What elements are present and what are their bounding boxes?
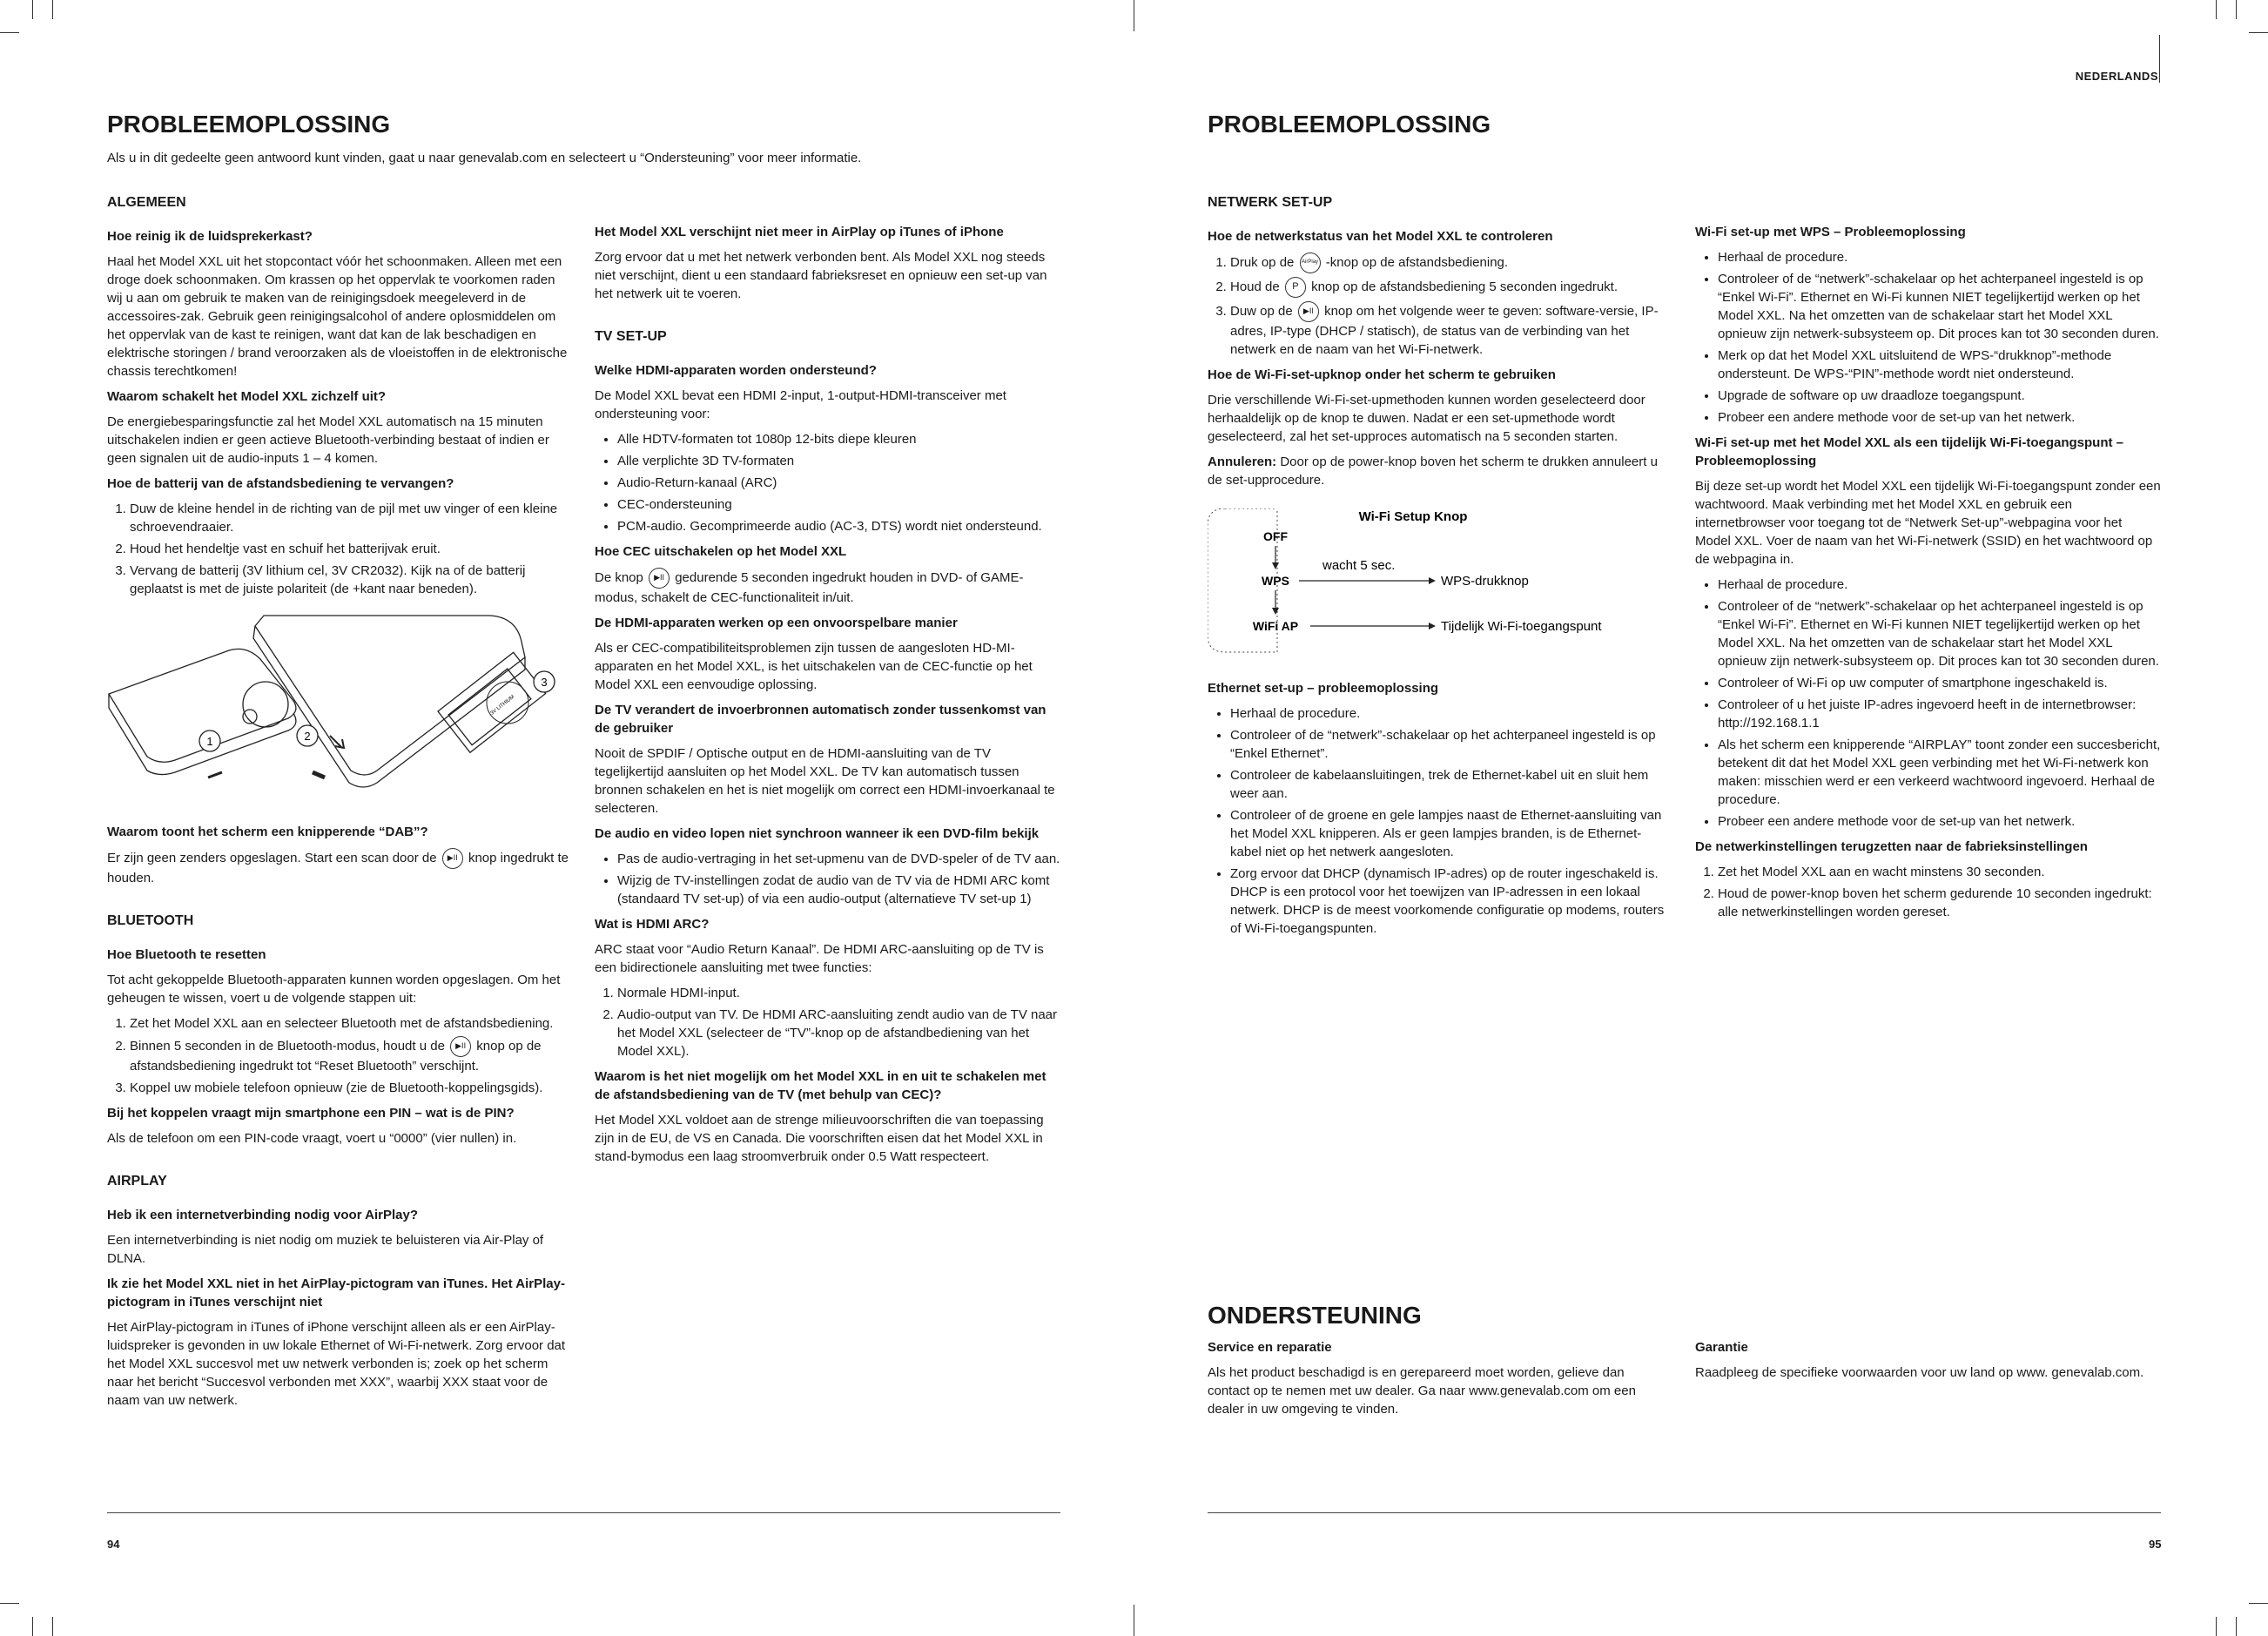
list-item: • Merk op dat het Model XXL uitsluitend de WPS-“drukknop”-methode ondersteunt. De WPS-“PIN”-methode wordt niet ondersteund. [1718, 347, 2161, 383]
list-item: • Controleer of de “netwerk”-schakelaar op het achterpaneel ingesteld is op “Enkel Wi-Fi”. Ethernet en Wi-Fi kunnen NIET tegelijkertijd werken op het Model XXL. Na het omzetten van de schakelaar start het Model XXL opnieuw zijn netwerk-subsysteem op. Dit proces kan tot 30 seconden duren. [1718, 597, 2161, 670]
answer: Raadpleeg de specifieke voorwaarden voor uw land op www. genevalab.com. [1695, 1365, 2144, 1380]
list-item: 3. Koppel uw mobiele telefoon opnieuw (zie de Bluetooth-koppelingsgids). [130, 1079, 569, 1097]
question: Wi-Fi set-up met het Model XXL als een tijdelijk Wi-Fi-toegangspunt – Probleemoplossing [1695, 435, 2123, 468]
question: Waarom schakelt het Model XXL zichzelf uit? [107, 389, 387, 404]
answer-text: De knop [595, 569, 643, 585]
list-item: 1. Duw de kleine hendel in de richting van de pijl met uw vinger of een kleine schroevendraaier. [130, 500, 569, 536]
answer: Drie verschillende Wi-Fi-set-upmethoden kunnen worden geselecteerd door herhaaldelijk op de knop te duwen. Nadat er een set-upmethode wordt geselecteerd, zal het set-upproces automatisch na 5 seconden starten. [1208, 393, 1645, 444]
column-4 [1695, 223, 2161, 928]
ap-result: Tijdelijk Wi-Fi-toegangspunt [1441, 619, 1602, 634]
question: Wi-Fi set-up met WPS – Probleemoplossing [1695, 225, 1966, 239]
column-3 [1208, 193, 1669, 945]
list-item: • Zorg ervoor dat DHCP (dynamisch IP-adres) op de router ingeschakeld is. DHCP is een protocol voor het toewijzen van IP-adressen in een lokaal netwerk. DHCP is de meest voorkomende configuratie op modems, routers of Wi-Fi-toegangspunten. [1230, 865, 1669, 938]
list-item: 1. Zet het Model XXL aan en wacht minstens 30 seconden. [1718, 863, 2161, 881]
arc-list [595, 984, 1060, 1060]
list-item: • Controleer of de “netwerk”-schakelaar op het achterpaneel ingesteld is op “Enkel Wi-Fi”. Ethernet en Wi-Fi kunnen NIET tegelijkertijd werken op het Model XXL. Na het omzetten van de schakelaar start het Model XXL opnieuw zijn netwerk-subsysteem op. Dit proces kan tot 30 seconden duren. [1718, 270, 2161, 343]
answer: De energiebesparingsfunctie zal het Model XXL automatisch na 15 minuten uitschakelen indien er geen actieve Bluetooth-verbinding bestaat of indien er geen signalen uit de audio-inputs 1 – 4 komen. [107, 414, 549, 466]
callout-3-label: 3 [541, 676, 548, 689]
list-item: • Audio-Return-kanaal (ARC) [617, 474, 1060, 492]
section-heading-bluetooth: BLUETOOTH [107, 913, 194, 928]
answer: Het Model XXL voldoet aan de strenge milieuvoorschriften die van toepassing zijn in de EU, de VS en Canada. Die voorschriften eisen dat het Model XXL in stand-bymodus een laag stroomverbruik onder 0.5 Watt respecteert. [595, 1113, 1044, 1164]
support-service [1208, 1338, 1669, 1425]
remote-battery-illustration [107, 607, 569, 816]
question: Hoe reinig ik de luidsprekerkast? [107, 229, 313, 244]
answer: Haal het Model XXL uit het stopcontact vóór het schoonmaken. Alleen met een droge doek schoonmaken. Om krassen op het oppervlak te voorkomen raden wij u aan om gebruik te maken van de reinigingsdoek meegeleverd in de accessoires-zak. Gebruik geen reinigingsalcohol of andere oplosmiddelen om het oppervlak van de kast te reinigen, want dat kan de lak beschadigen en elektrische storingen / brand veroorzaken als de vloeistoffen in de elektronische chassis terechtkomen! [107, 254, 568, 379]
crop-mark [2236, 0, 2237, 19]
list-item: • Herhaal de procedure. [1718, 248, 2161, 266]
wifi-setup-diagram [1208, 508, 1669, 656]
list-item: 1. Zet het Model XXL aan en selecteer Bluetooth met de afstandsbediening. [130, 1014, 569, 1033]
crop-mark [2216, 1617, 2217, 1636]
question: Waarom toont het scherm een knipperende “DAB”? [107, 825, 428, 839]
ap-list [1695, 576, 2161, 831]
crop-mark [32, 1617, 33, 1636]
wait-label: wacht 5 sec. [1322, 558, 1396, 573]
answer-text: knop ingedrukt te houden. [107, 850, 569, 885]
answer: Bij deze set-up wordt het Model XXL een tijdelijk Wi-Fi-toegangspunt zonder een wachtwoord. Maak verbinding met het Model XXL en gebruik een internetbrowser voor toegang tot de “Netwerk Set-up”-webpagina voor het Model XXL. Voer de naam van het Wi-Fi-netwerk (SSID) en het wachtwoord op de webpagina in. [1695, 479, 2161, 567]
remote-drawing [107, 607, 569, 816]
crop-mark [0, 1603, 19, 1604]
question: Bij het koppelen vraagt mijn smartphone een PIN – wat is de PIN? [107, 1106, 515, 1121]
crop-mark [2159, 35, 2160, 83]
answer [1208, 453, 1669, 489]
support-title: ONDERSTEUNING [1208, 1302, 1422, 1329]
callout-2-label: 2 [304, 730, 311, 743]
arrow-down-icon [1272, 608, 1279, 615]
answer-text: gedurende 5 seconden ingedrukt houden in DVD- of GAME-modus, schakelt de CEC-functionaliteit in/uit. [595, 569, 1024, 605]
list-item: • Wijzig de TV-instellingen zodat de audio van de TV via de HDMI ARC komt (standaard TV set-up) of via een audio-output (alternatieve TV set-up 1) [617, 872, 1060, 908]
state-wps: WPS [1262, 574, 1289, 588]
list-item [130, 1036, 569, 1075]
section-heading-algemeen: ALGEMEEN [107, 195, 186, 210]
answer-text: Er zijn geen zenders opgeslagen. Start een scan door de [107, 850, 437, 865]
answer: Een internetverbinding is niet nodig om muziek te beluisteren via Air-Play of DLNA. [107, 1233, 544, 1266]
list-item: • Probeer een andere methode voor de set-up van het netwerk. [1718, 408, 2161, 427]
list-item-text: Binnen 5 seconden in de Bluetooth-modus, houdt u de [130, 1038, 445, 1054]
question: Waarom is het niet mogelijk om het Model XXL in en uit te schakelen met de afstandsbediening van de TV (met behulp van CEC)? [595, 1069, 1047, 1102]
answer: Als de telefoon om een PIN-code vraagt, voert u “0000” (vier nullen) in. [107, 1131, 517, 1146]
list-item: 2. Audio-output van TV. De HDMI ARC-aansluiting zendt audio van de TV naar het Model XXL (selecteer de “TV”-knop op de afstandbediening van het Model XXL). [617, 1006, 1060, 1060]
list-item: • Alle HDTV-formaten tot 1080p 12-bits diepe kleuren [617, 430, 1060, 448]
list-item: • Pas de audio-vertraging in het set-upmenu van de DVD-speler of de TV aan. [617, 850, 1060, 868]
question: Hoe de netwerkstatus van het Model XXL te controleren [1208, 229, 1553, 244]
callout-1-label: 1 [206, 735, 213, 748]
airplay-icon: AirPlay [1300, 252, 1321, 273]
question: Hoe de batterij van de afstandsbediening te vervangen? [107, 476, 454, 491]
play-pause-icon: ▶II [450, 1036, 471, 1057]
question: Ethernet set-up – probleemoplossing [1208, 681, 1439, 696]
bluetooth-steps [107, 1014, 569, 1097]
list-item: • Als het scherm een knipperende “AIRPLAY” toont zonder een succesbericht, betekent dit dat het Model XXL geen verbinding met het Wi-Fi-netwerk kon maken: misschien werd er een verkeerd wachtwoord ingevoerd. Herhaal de procedure. [1718, 736, 2161, 809]
answer: Tot acht gekoppelde Bluetooth-apparaten kunnen worden opgeslagen. Om het geheugen te wissen, voert u de volgende stappen uit: [107, 973, 561, 1006]
page-title: PROBLEEMOPLOSSING [1208, 111, 1491, 138]
question: Wat is HDMI ARC? [595, 917, 710, 932]
arrow-right-icon [1429, 623, 1436, 629]
answer: Als het product beschadigd is en gerepareerd moet worden, gelieve dan contact op te nemen met uw dealer. Ga naar www.genevalab.com om een dealer in uw omgeving te vinden. [1208, 1365, 1636, 1417]
battery-steps [107, 500, 569, 598]
language-label: NEDERLANDS [2075, 70, 2158, 83]
list-item: • Herhaal de procedure. [1718, 576, 2161, 594]
answer: ARC staat voor “Audio Return Kanaal”. De HDMI ARC-aansluiting op de TV is een bidirectionele aansluiting met twee functies: [595, 942, 1044, 975]
answer: Zorg ervoor dat u met het netwerk verbonden bent. Als Model XXL nog steeds niet verschijnt, dient u een standaard fabrieksreset en opnieuw een set-up van het netwerk uit te voeren. [595, 250, 1047, 301]
crop-mark [2249, 1603, 2268, 1604]
hdmi-list [595, 430, 1060, 535]
list-item: • Herhaal de procedure. [1230, 704, 1669, 723]
crop-mark [32, 0, 33, 19]
answer: Nooit de SPDIF / Optische output en de HDMI-aansluiting van de TV tegelijkertijd aansluiten op het Model XXL. De TV kan automatisch tussen bronnen schakelen en het is niet mogelijk om correct een HDMI-invoerkanaal te selecteren. [595, 746, 1055, 816]
question: Garantie [1695, 1340, 1748, 1355]
list-item: • PCM-audio. Gecomprimeerde audio (AC-3, DTS) wordt niet ondersteund. [617, 517, 1060, 535]
question: De TV verandert de invoerbronnen automatisch zonder tussenkomst van de gebruiker [595, 703, 1047, 736]
section-heading-airplay: AIRPLAY [107, 1174, 167, 1188]
page-number: 95 [2149, 1538, 2162, 1551]
question: De netwerkinstellingen terugzetten naar de fabrieksinstellingen [1695, 839, 2088, 854]
intro-text: Als u in dit gedeelte geen antwoord kunt vinden, gaat u naar genevalab.com en selecteert u “Ondersteuning” voor meer informatie. [107, 151, 862, 165]
list-item: • Upgrade de software op uw draadloze toegangspunt. [1718, 387, 2161, 405]
list-item-text: Duw op de [1230, 303, 1293, 319]
question: Hoe CEC uitschakelen op het Model XXL [595, 544, 847, 559]
p-button-icon: P [1285, 277, 1306, 298]
play-pause-icon: ▶II [442, 848, 463, 869]
wps-list [1695, 248, 2161, 427]
list-item: • Controleer of de groene en gele lampjes naast de Ethernet-aansluiting van het Model XXL knipperen. Als er geen lampjes branden, is de Ethernet-kabel niet op het netwerk aangesloten. [1230, 806, 1669, 861]
list-item [1230, 252, 1669, 273]
list-item: • Probeer een andere methode voor de set-up van het netwerk. [1718, 812, 2161, 831]
footer-rule [1208, 1512, 2161, 1513]
support-warranty [1695, 1338, 2161, 1389]
arrow-right-icon [1429, 577, 1436, 584]
answer: Het AirPlay-pictogram in iTunes of iPhone verschijnt alleen als er een AirPlay-luidspreker is gevonden in uw lokale Ethernet of Wi-Fi-netwerk. Zorg ervoor dat het Model XXL succesvol met uw netwerk verbonden is; zoek op het scherm naar het bericht “Succesvol verbonden met XXX”, waarbij XXX staat voor de naam van uw netwerk. [107, 1320, 566, 1408]
question: Hoe Bluetooth te resetten [107, 947, 266, 962]
question: Heb ik een internetverbinding nodig voor AirPlay? [107, 1208, 418, 1222]
question: Het Model XXL verschijnt niet meer in AirPlay op iTunes of iPhone [595, 225, 1004, 239]
wps-result: WPS-drukknop [1441, 574, 1529, 589]
play-pause-icon: ▶II [1298, 301, 1319, 322]
list-item: • CEC-ondersteuning [617, 495, 1060, 514]
diagram-title: Wi-Fi Setup Knop [1358, 509, 1468, 524]
list-item: 2. Houd het hendeltje vast en schuif het batterijvak eruit. [130, 540, 569, 558]
ethernet-list [1208, 704, 1669, 938]
answer [107, 848, 569, 887]
list-item: • Controleer de kabelaansluitingen, trek de Ethernet-kabel uit en sluit hem weer aan. [1230, 766, 1669, 803]
arrow-down-icon [1272, 562, 1279, 569]
crop-mark [2249, 32, 2268, 33]
list-item-text: knop op de afstandsbediening ingedrukt tot “Reset Bluetooth” verschijnt. [130, 1038, 542, 1074]
list-item-text: Druk op de [1230, 254, 1295, 270]
question: Service en reparatie [1208, 1340, 1332, 1355]
list-item: 1. Normale HDMI-input. [617, 984, 1060, 1002]
answer: De Model XXL bevat een HDMI 2-input, 1-output-HDMI-transceiver met ondersteuning voor: [595, 388, 1006, 421]
answer-text: Door op de power-knop boven het scherm te drukken annuleert u de set-upprocedure. [1208, 454, 1658, 488]
list-item: 3. Vervang de batterij (3V lithium cel, 3V CR2032). Kijk na of de batterij geplaatst is met de juiste polariteit (de +kant naar beneden). [130, 562, 569, 598]
crop-mark [52, 1617, 53, 1636]
network-status-steps [1208, 252, 1669, 359]
arrow-icon [313, 772, 325, 778]
list-item: • Controleer of de “netwerk”-schakelaar op het achterpaneel ingesteld is op “Enkel Ethernet”. [1230, 726, 1669, 763]
cancel-label: Annuleren: [1208, 454, 1277, 469]
section-heading-tv-setup: TV SET-UP [595, 329, 667, 344]
list-item-text: knop om het volgende weer te geven: software-versie, IP-adres, IP-type (DHCP / statisch), de status van de verbinding van het netwerk en de naam van het Wi-Fi-netwerk. [1230, 303, 1659, 357]
play-pause-icon: ▶II [649, 568, 670, 589]
list-item-text: Houd de [1230, 279, 1280, 294]
answer: Als er CEC-compatibiliteitsproblemen zijn tussen de aangesloten HD-MI-apparaten en het Model XXL, is het uitschakelen van de CEC-functie op het Model XXL een eenvoudige oplossing. [595, 641, 1033, 692]
crop-mark [0, 32, 19, 33]
battery-label: 3V LITHIUM [489, 694, 516, 717]
question: Hoe de Wi-Fi-set-upknop onder het scherm te gebruiken [1208, 367, 1556, 382]
answer [595, 568, 1060, 607]
list-item: 2. Houd de power-knop boven het scherm gedurende 10 seconden ingedrukt: alle netwerkinstellingen worden gereset. [1718, 885, 2161, 921]
list-item [1230, 301, 1669, 359]
arrow-icon [208, 772, 222, 778]
column-2 [595, 223, 1060, 1173]
wifi-setup-svg [1208, 508, 1669, 656]
crop-mark [2216, 0, 2217, 19]
crop-mark [52, 0, 53, 19]
question: Welke HDMI-apparaten worden ondersteund? [595, 363, 877, 378]
question: De audio en video lopen niet synchroon wanneer ik een DVD-film bekijk [595, 826, 1040, 841]
reset-steps [1695, 863, 2161, 921]
state-wifi-ap: WiFi AP [1252, 619, 1299, 633]
column-1 [107, 193, 569, 1417]
list-item: • Alle verplichte 3D TV-formaten [617, 452, 1060, 470]
page-title: PROBLEEMOPLOSSING [107, 111, 391, 138]
list-item: • Controleer of Wi-Fi op uw computer of smartphone ingeschakeld is. [1718, 674, 2161, 692]
list-item-text: knop op de afstandsbediening 5 seconden ingedrukt. [1311, 279, 1618, 294]
section-heading-netwerk: NETWERK SET-UP [1208, 195, 1333, 210]
list-item [1230, 277, 1669, 298]
list-item: • Controleer of u het juiste IP-adres ingevoerd heeft in de internetbrowser: http://192.168.1.1 [1718, 696, 2161, 732]
question: De HDMI-apparaten werken op een onvoorspelbare manier [595, 616, 958, 630]
question: Ik zie het Model XXL niet in het AirPlay-pictogram van iTunes. Het AirPlay-pictogram in iTunes verschijnt niet [107, 1276, 565, 1309]
page-number: 94 [107, 1538, 120, 1551]
crop-mark [2236, 1617, 2237, 1636]
list-item-text: -knop op de afstandsbediening. [1325, 254, 1509, 270]
footer-rule [107, 1512, 1060, 1513]
state-off: OFF [1263, 529, 1288, 543]
sync-list [595, 850, 1060, 908]
